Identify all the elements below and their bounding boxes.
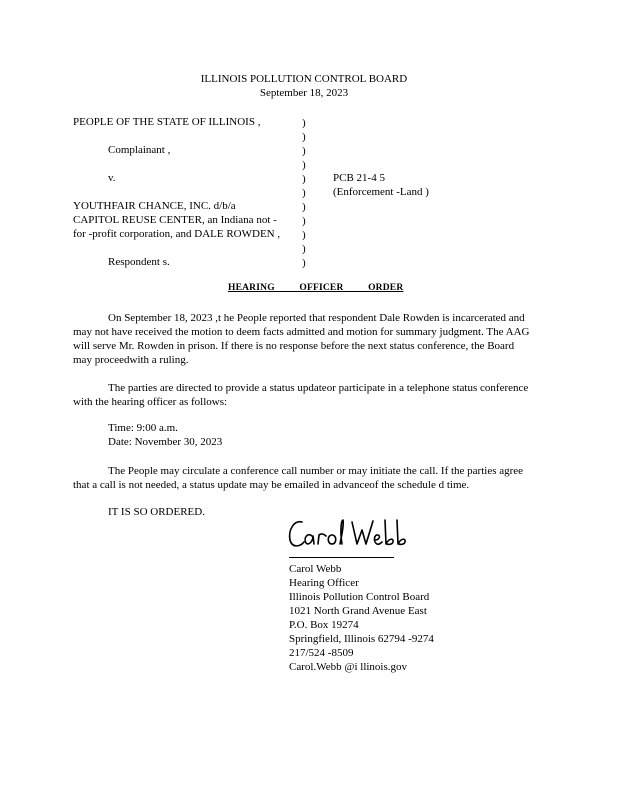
paragraph-status: On September 18, 2023 ,t he People reported that respondent Dale Rowden is incarcerated and may not have received the motion to deem facts admitted and motion for summary judgment. The AAG will serve Mr. Rowden in prison. If there is no response before the next status conference, the Board may proceedwith a ruling. [73,312,530,366]
so-ordered: IT IS SO ORDERED. [108,506,205,518]
conference-date: Date: November 30, 2023 [108,436,223,448]
defendant-line-2: CAPITOL REUSE CENTER, an Indiana not - [73,214,277,226]
case-type: (Enforcement -Land ) [333,186,429,198]
case-number: PCB 21-4 5 [333,172,385,184]
signature-line [289,557,394,558]
paren: ) [302,173,306,185]
address-street: 1021 North Grand Avenue East [289,605,427,617]
plaintiff-name: PEOPLE OF THE STATE OF ILLINOIS , [73,116,261,128]
plaintiff-role: Complainant , [108,144,171,156]
phone-number: 217/524 -8509 [289,647,354,659]
address-city: Springfield, Illinois 62794 -9274 [289,633,434,645]
handwritten-signature [286,514,416,556]
paren: ) [302,187,306,199]
caption-parentheses [302,116,306,270]
paren: ) [302,131,306,143]
paren: ) [302,243,306,255]
paren: ) [302,201,306,213]
signer-title: Hearing Officer [289,577,359,589]
order-date: September 18, 2023 [259,87,349,99]
paren: ) [302,159,306,171]
email-address: Carol.Webb @i llinois.gov [289,661,408,673]
defendant-role: Respondent s. [108,256,170,268]
paren: ) [302,215,306,227]
defendant-line-3: for -profit corporation, and DALE ROWDEN , [73,228,281,240]
paren: ) [302,257,306,269]
conference-time: Time: 9:00 a.m. [108,422,178,434]
signer-organization: Illinois Pollution Control Board [289,591,430,603]
defendant-line-1: YOUTHFAIR CHANCE, INC. d/b/a [73,200,236,212]
paren: ) [302,117,306,129]
signer-name: Carol Webb [289,563,342,575]
document-title: HEARING OFFICER ORDER [228,283,404,293]
address-po-box: P.O. Box 19274 [289,619,359,631]
agency-heading: ILLINOIS POLLUTION CONTROL BOARD [200,73,408,85]
versus: v. [108,172,116,184]
paragraph-call: The People may circulate a conference call number or may initiate the call. If the parties agree that a call is not needed, a status update may be emailed in advanceof the schedule d time. [73,465,524,491]
paren: ) [302,145,306,157]
paragraph-directive: The parties are directed to provide a status updateor participate in a telephone status conference with the hearing officer as follows: [73,382,529,408]
paren: ) [302,229,306,241]
